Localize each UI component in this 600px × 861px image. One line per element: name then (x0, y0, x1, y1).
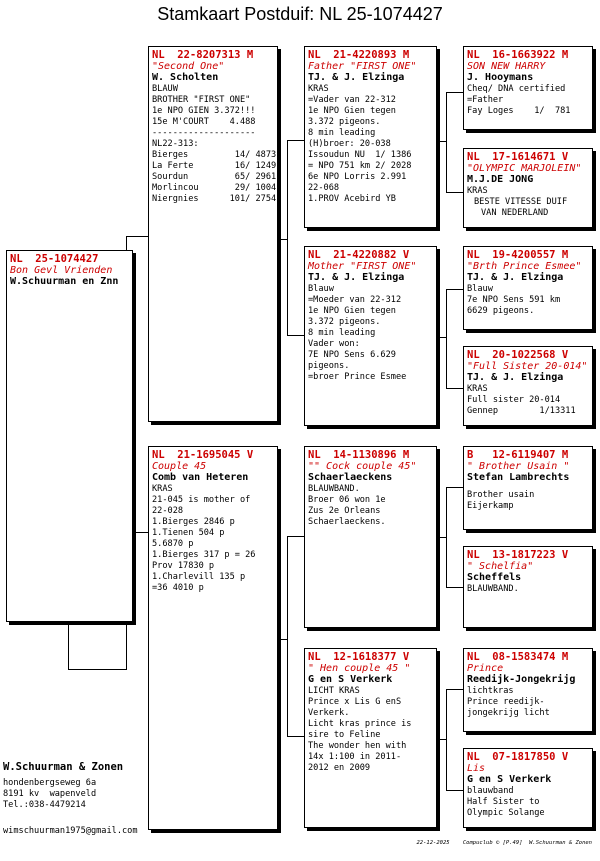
info-line: Half Sister to (467, 797, 540, 807)
info-line: 22-068 (308, 183, 340, 193)
ring-number: NL 21-1695045 V (152, 449, 254, 461)
ring-number: NL 21-4220893 M (308, 49, 410, 61)
info-line: Olympic Solange (467, 808, 545, 818)
info-line: Prince reedijk- (467, 697, 545, 707)
connector-line (436, 141, 446, 142)
pigeon-nickname: "" Cock couple 45" (308, 461, 417, 472)
breeder-email: wimschuurman1975@gmail.com (3, 826, 138, 836)
owner-name: TJ. & J. Elzinga (467, 372, 564, 383)
dam-sire-card[interactable] (304, 446, 437, 628)
info-line: Zus 2e Orleans (308, 506, 381, 516)
owner-name: Scheffels (467, 572, 522, 583)
breeder-name: W.Schuurman & Zonen (3, 761, 124, 773)
connector-line (287, 536, 288, 736)
dam-dam-sire-card[interactable] (463, 648, 593, 732)
owner-name: Comb van Heteren (152, 472, 249, 483)
connector-line (446, 790, 464, 791)
info-line: Prince x Lis G enS (308, 697, 402, 707)
owner-name: Stefan Lambrechts (467, 472, 570, 483)
pigeon-nickname: "Full Sister 20-014" (467, 361, 588, 372)
info-line: 1e NPO GIEN 3.372!!! (152, 106, 256, 116)
sire-dam-dam-card[interactable] (463, 346, 593, 426)
info-line: La Ferte 16/ 1249 (152, 161, 277, 171)
connector-line (126, 236, 150, 237)
pigeon-nickname: "OLYMPIC MARJOLEIN" (467, 163, 582, 174)
pigeon-nickname: " Hen couple 45 " (308, 663, 411, 674)
info-line: blauwband (467, 786, 514, 796)
info-line: =Vader van 22-312 (308, 95, 396, 105)
connector-line (287, 140, 288, 336)
dam-sire-dam-card[interactable] (463, 546, 593, 628)
info-line: 1.Bierges 2846 p (152, 517, 235, 527)
info-line: BESTE VITESSE DUIF (474, 197, 568, 207)
info-line: =Moeder van 22-312 (308, 295, 402, 305)
info-line: KRAS (467, 186, 488, 196)
info-line: Bierges 14/ 4873 (152, 150, 277, 160)
info-line: 2012 en 2009 (308, 763, 371, 773)
ring-number: NL 07-1817850 V (467, 751, 569, 763)
pigeon-nickname: Father "FIRST ONE" (308, 61, 417, 72)
connector-line (446, 689, 464, 690)
main-pigeon-card[interactable] (6, 250, 133, 622)
info-line: Prov 17830 p (152, 561, 215, 571)
owner-name: W. Scholten (152, 72, 219, 83)
owner-name: TJ. & J. Elzinga (467, 272, 564, 283)
connector-line (287, 335, 305, 336)
info-line: (H)broer: 20-038 (308, 139, 391, 149)
info-line: 1.Bierges 317 p = 26 (152, 550, 256, 560)
breeder-address: hondenbergseweg 6a (3, 778, 97, 788)
ring-number: NL 20-1022568 V (467, 349, 569, 361)
ring-number: NL 14-1130896 M (308, 449, 410, 461)
info-line: Schaerlaeckens. (308, 517, 386, 527)
info-line: 1e NPO Gien tegen (308, 106, 396, 116)
pigeon-nickname: " Brother Usain " (467, 461, 570, 472)
pigeon-nickname: SON NEW HARRY (467, 61, 546, 72)
connector-line (446, 689, 447, 790)
info-line: Brother usain (467, 490, 535, 500)
ring-number: NL 12-1618377 V (308, 651, 410, 663)
owner-name: Schaerlaeckens (308, 472, 393, 483)
info-line: VAN NEDERLAND (481, 208, 549, 218)
connector-line (287, 536, 305, 537)
ring-number: NL 21-4220882 V (308, 249, 410, 261)
owner-name: M.J.DE JONG (467, 174, 534, 185)
info-line: Verkerk. (308, 708, 350, 718)
connector-line (446, 92, 464, 93)
connector-line (446, 289, 464, 290)
pigeon-nickname: Prince (467, 663, 504, 674)
connector-line (436, 337, 446, 338)
info-line: Blauw (467, 284, 493, 294)
info-line: 15e M'COURT 4.488 (152, 117, 256, 127)
pigeon-nickname: "Second One" (152, 61, 225, 72)
connector-line (446, 487, 447, 587)
dam-dam-dam-card[interactable] (463, 748, 593, 828)
info-line: Licht kras prince is (308, 719, 412, 729)
pigeon-nickname: Couple 45 (152, 461, 207, 472)
connector-line (68, 669, 126, 670)
owner-name: J. Hooymans (467, 72, 534, 83)
pigeon-nickname: Lis (467, 763, 486, 774)
info-line: Cheq/ DNA certified (467, 84, 566, 94)
info-line: 7E NPO Sens 6.629 (308, 350, 396, 360)
ring-number: NL 13-1817223 V (467, 549, 569, 561)
info-line: 3.372 pigeons. (308, 317, 381, 327)
info-line: Morlincou 29/ 1004 (152, 183, 277, 193)
owner-name: Reedijk-Jongekrijg (467, 674, 576, 685)
info-line: 22-028 (152, 506, 184, 516)
info-line: lichtkras (467, 686, 514, 696)
info-line: NL22-313: (152, 139, 199, 149)
info-line: KRAS (152, 484, 173, 494)
owner-name: TJ. & J. Elzinga (308, 72, 405, 83)
connector-line (436, 739, 446, 740)
ring-number: NL 19-4200557 M (467, 249, 569, 261)
connector-line (446, 92, 447, 192)
info-line: Fay Loges 1/ 781 (467, 106, 571, 116)
info-line: 7e NPO Sens 591 km (467, 295, 561, 305)
info-line: 6e NPO Lorris 2.991 (308, 172, 407, 182)
connector-line (446, 388, 464, 389)
ring-number: NL 17-1614671 V (467, 151, 569, 163)
connector-line (446, 289, 447, 388)
ring-number: B 12-6119407 M (467, 449, 569, 461)
info-line: =Father (467, 95, 504, 105)
info-line: Niergnies 101/ 2754 (152, 194, 277, 204)
info-line: Sourdun 65/ 2961 (152, 172, 277, 182)
ring-number: NL 08-1583474 M (467, 651, 569, 663)
info-line: Broer 06 won 1e (308, 495, 386, 505)
dam-sire-sire-card[interactable] (463, 446, 593, 530)
info-line: 8 min leading (308, 128, 376, 138)
pigeon-nickname: "Brth Prince Esmee" (467, 261, 582, 272)
info-line: =broer Prince Esmee (308, 372, 407, 382)
info-line: 1e NPO Gien tegen (308, 306, 396, 316)
info-line: 1.Tienen 504 p (152, 528, 225, 538)
sire-dam-sire-card[interactable] (463, 246, 593, 330)
info-line: KRAS (308, 84, 329, 94)
info-line: Gennep 1/13311 (467, 406, 576, 416)
info-line: Issoudun NU 1/ 1386 (308, 150, 412, 160)
breeder-postcode: 8191 kv wapenveld (3, 789, 97, 799)
dam-card[interactable] (148, 446, 278, 830)
owner-name: G en S Verkerk (467, 774, 552, 785)
sire-sire-dam-card[interactable] (463, 148, 593, 228)
print-credit: 22-12-2025 Compuclub © [P.49] W.Schuurman & Zonen (416, 840, 592, 846)
info-line: sire to Feline (308, 730, 381, 740)
info-line: -------------------- (152, 128, 256, 138)
info-line: BROTHER "FIRST ONE" (152, 95, 251, 105)
info-line: Eijerkamp (467, 501, 514, 511)
owner-name: G en S Verkerk (308, 674, 393, 685)
connector-line (446, 487, 464, 488)
info-line: 8 min leading (308, 328, 376, 338)
ring-number: NL 16-1663922 M (467, 49, 569, 61)
sire-sire-card[interactable] (304, 46, 437, 228)
info-line: =36 4010 p (152, 583, 204, 593)
info-line: 3.372 pigeons. (308, 117, 381, 127)
owner-name: TJ. & J. Elzinga (308, 272, 405, 283)
ring-number: NL 22-8207313 M (152, 49, 254, 61)
connector-line (446, 192, 464, 193)
info-line: jongekrijg licht (467, 708, 550, 718)
info-line: 6629 pigeons. (467, 306, 535, 316)
page-title: Stamkaart Postduif: NL 25-1074427 (157, 4, 443, 24)
dam-dam-card[interactable] (304, 648, 437, 828)
sire-card[interactable] (148, 46, 278, 422)
breeder-info (3, 761, 123, 811)
pigeon-nickname: " Schelfia" (467, 561, 534, 572)
owner-name: W.Schuurman en Znn (10, 276, 119, 287)
connector-line (287, 140, 305, 141)
info-line: Vader won: (308, 339, 360, 349)
info-line: BLAUW (152, 84, 178, 94)
info-line: 1.Charlevill 135 p (152, 572, 246, 582)
info-line: LICHT KRAS (308, 686, 360, 696)
info-line: KRAS (467, 384, 488, 394)
sire-dam-card[interactable] (304, 246, 437, 426)
connector-line (287, 736, 305, 737)
info-line: Blauw (308, 284, 334, 294)
info-line: BLAUWBAND. (467, 584, 519, 594)
info-line: = NPO 751 km 2/ 2028 (308, 161, 412, 171)
info-line: The wonder hen with (308, 741, 407, 751)
info-line: 21-045 is mother of (152, 495, 251, 505)
pigeon-nickname: Mother "FIRST ONE" (308, 261, 417, 272)
breeder-phone: Tel.:038-4479214 (3, 800, 86, 810)
info-line: Full sister 20-014 (467, 395, 561, 405)
ring-number: NL 25-1074427 (10, 253, 99, 265)
connector-line (446, 587, 464, 588)
sire-sire-sire-card[interactable] (463, 46, 593, 130)
info-line: 14x 1:100 in 2011- (308, 752, 402, 762)
info-line: BLAUWBAND. (308, 484, 360, 494)
info-line: 5.6870 p (152, 539, 194, 549)
info-line: pigeons. (308, 361, 350, 371)
connector-line (436, 537, 446, 538)
pigeon-nickname: Bon Gevl Vrienden (10, 265, 113, 276)
info-line: 1.PROV Acebird YB (308, 194, 396, 204)
